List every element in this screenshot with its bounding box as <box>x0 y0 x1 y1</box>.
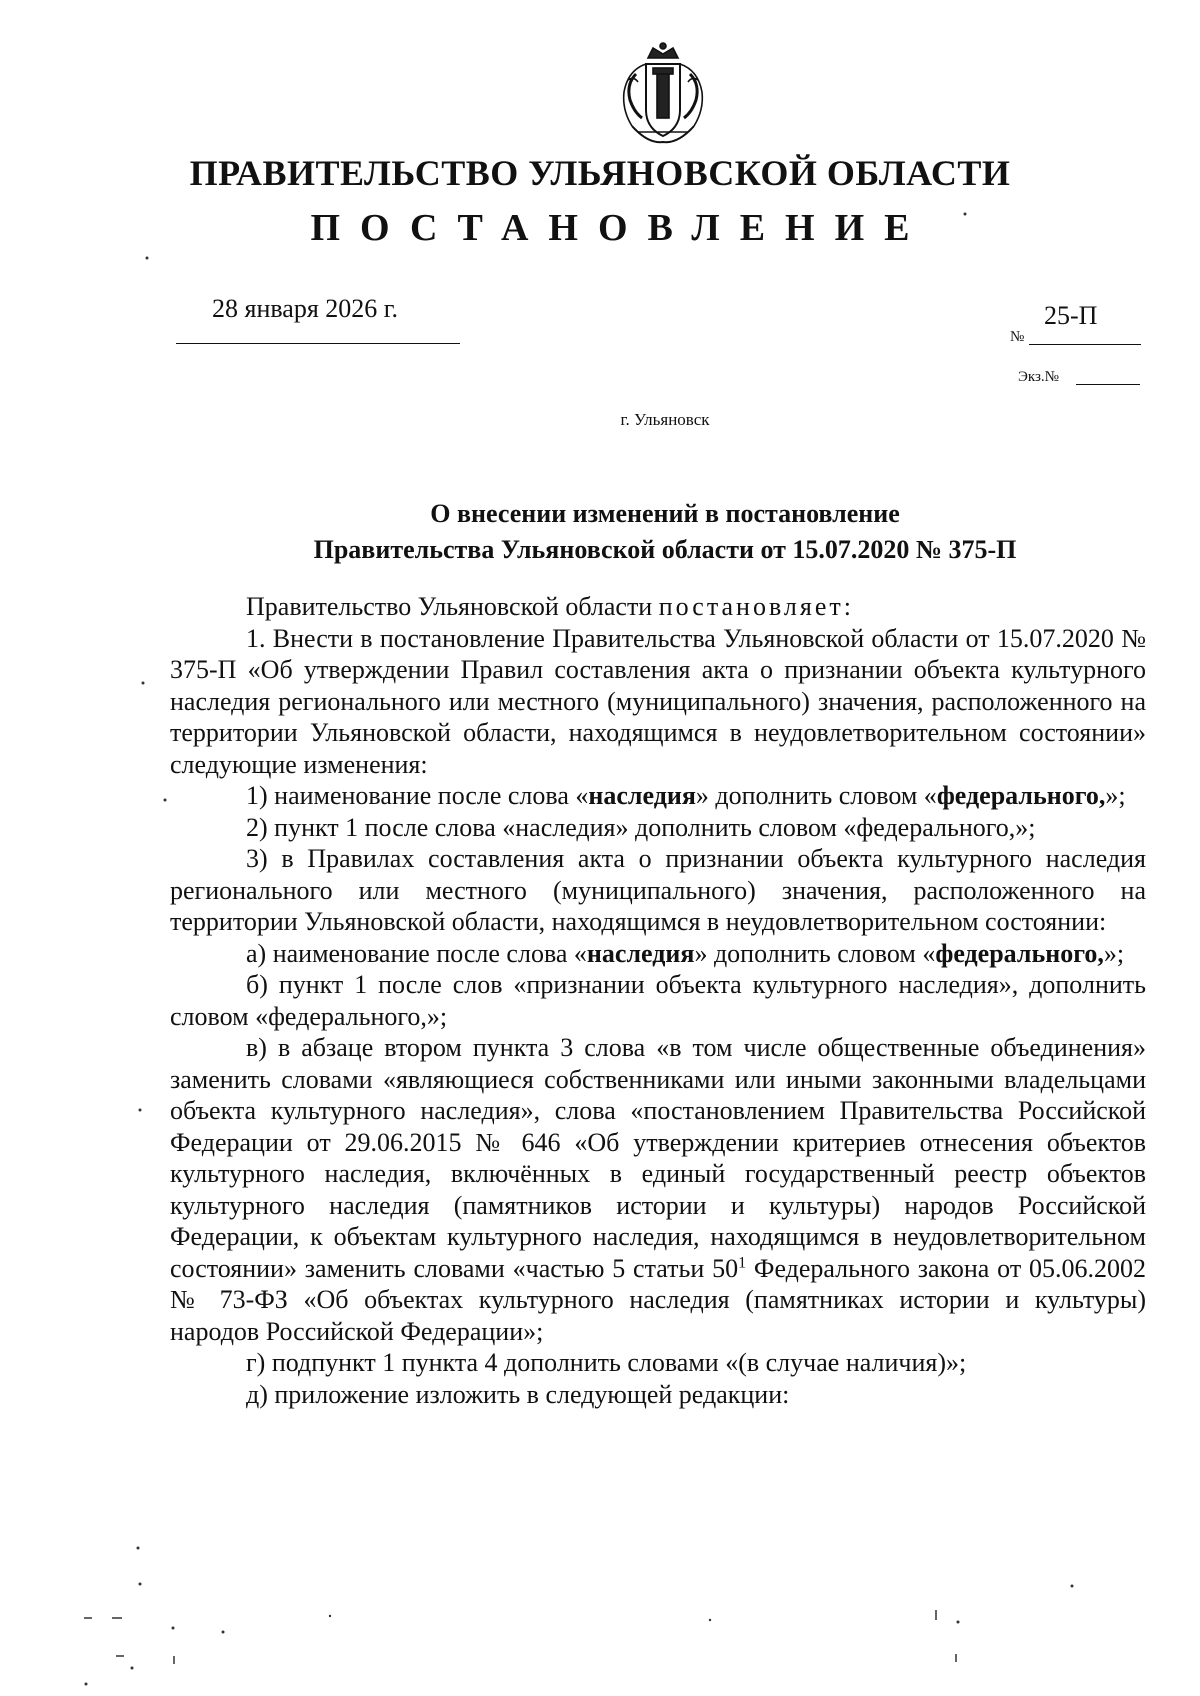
item-1-pre: 1) наименование после слова « <box>246 781 589 810</box>
copy-number-label: Экз.№ <box>1018 369 1059 385</box>
intro-spaced: постановляет: <box>658 592 854 621</box>
subject-line-1: О внесении изменений в постановление <box>430 499 900 528</box>
item-a-pre: а) наименование после слова « <box>246 938 587 968</box>
item-2: 2) пункт 1 после слова «наследия» дополнить словом «федерального,»; <box>246 812 1036 842</box>
organization-name: ПРАВИТЕЛЬСТВО УЛЬЯНОВСКОЙ ОБЛАСТИ <box>189 153 1011 193</box>
item-a <box>170 938 1146 970</box>
item-3: 3) в Правилах составления акта о признании объекта культурного наследия регионального или местного (муниципального) значения, расположенного на территории Ульяновской области, находящимся в неудовлетворительном состоянии: <box>170 844 1146 936</box>
document-subject <box>0 496 1200 568</box>
item-v <box>170 1032 1146 1347</box>
city: г. Ульяновск <box>620 410 710 429</box>
item-1-bold-2: федерального, <box>936 781 1106 810</box>
item-1-end: »; <box>1105 781 1126 810</box>
item-v-superscript: 1 <box>738 1253 747 1271</box>
item-a-mid: » дополнить словом « <box>694 938 936 968</box>
item-a-bold-2: федерального, <box>935 938 1104 968</box>
item-1-bold-1: наследия <box>588 781 696 810</box>
item-1-mid: » дополнить словом « <box>695 781 937 810</box>
intro-prefix: Правительство Ульяновской области <box>246 592 659 621</box>
number-sign: № <box>1010 329 1025 345</box>
item-a-bold-1: наследия <box>586 938 695 968</box>
item-1 <box>170 780 1146 812</box>
item-v-post: Федерального закона от 05.06.2002 № 73-ФЗ «Об объектах культурного наследия (памятниках истории и культуры) народов Российской Федерации»; <box>170 1253 1146 1346</box>
item-g: г) подпункт 1 пункта 4 дополнить словами «(в случае наличия)»; <box>246 1348 967 1377</box>
intro-paragraph <box>170 591 1146 623</box>
document-date: 28 января 2026 г. <box>212 294 399 323</box>
item-d: д) приложение изложить в следующей редакции: <box>246 1379 790 1409</box>
date-underline <box>176 343 460 344</box>
document-number: 25-П <box>1044 301 1098 330</box>
document-body <box>170 591 1146 1410</box>
document-type: ПОСТАНОВЛЕНИЕ <box>310 207 930 249</box>
subject-line-2: Правительства Ульяновской области от 15.07.2020 № 375-П <box>313 535 1017 564</box>
item-v-pre: в) в абзаце втором пункта 3 слова «в том числе общественные объединения» заменить словами «являющиеся собственниками или иными законными владельцами объекта культурного наследия», слова «постановлением Правительства Российской Федерации от 29.06.2015 № 646 «Об утверждении критериев отнесения объектов культурного наследия, включённых в единый государственный реестр объектов культурного наследия (памятников истории и культуры) народов Российской Федерации, к объектам культурного наследия, находящимся в неудовлетворительном состоянии» заменить словами «частью 5 статьи 50 <box>170 1033 1146 1283</box>
number-underline <box>1029 344 1141 345</box>
coat-of-arms-emblem <box>608 40 718 150</box>
paragraph-1: 1. Внести в постановление Правительства Ульяновской области от 15.07.2020 № 375-П «Об утверждении Правил составления акта о признании объекта культурного наследия регионального или местного (муниципального) значения, расположенного на территории Ульяновской области, находящимся в неудовлетворительном состоянии» следующие изменения: <box>170 623 1146 779</box>
item-a-end: »; <box>1103 938 1125 968</box>
item-b: б) пункт 1 после слов «признании объекта культурного наследия», дополнить словом «федерального,»; <box>170 970 1146 1031</box>
copy-number-underline <box>1076 384 1140 385</box>
